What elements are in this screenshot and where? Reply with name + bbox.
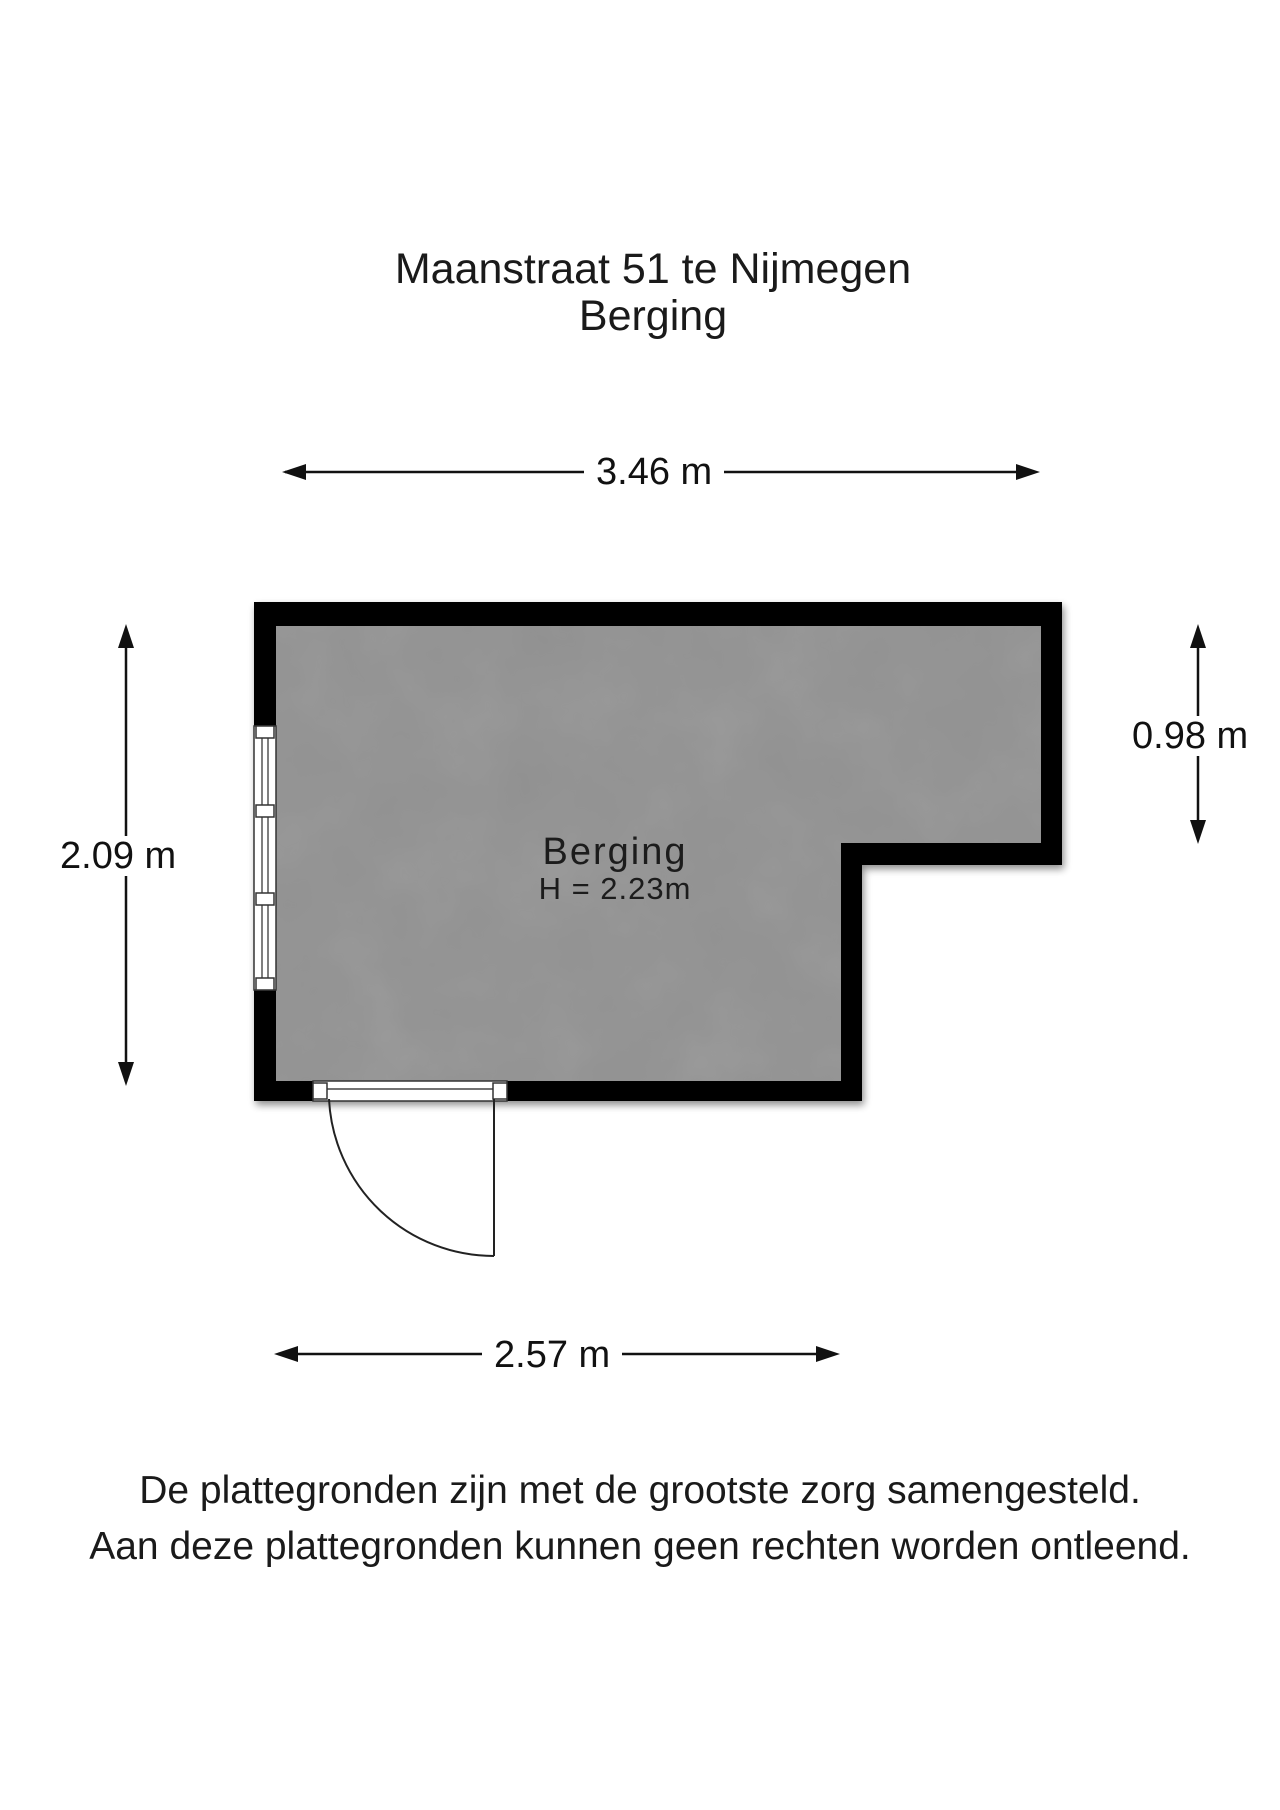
dimension-right-label: 0.98 m [1132,715,1249,757]
room-label [515,832,715,906]
room-name: Berging [542,831,688,873]
floor-title: Berging [578,292,728,340]
dimension-bottom-label: 2.57 m [482,1335,622,1375]
dimension-left-label: 2.09 m [60,835,177,877]
door-swing-arc [329,1099,494,1256]
window-left-wall [254,726,276,990]
address-title: Maanstraat 51 te Nijmegen [394,245,912,293]
dimension-top-label: 3.46 m [584,452,724,492]
disclaimer [0,1463,1280,1575]
door-bottom-wall [313,1081,507,1256]
disclaimer-line-2: Aan deze plattegronden kunnen geen rechten worden ontleend. [89,1525,1191,1568]
disclaimer-line-1: De plattegronden zijn met de grootste zorg samengesteld. [139,1469,1141,1512]
room-height: H = 2.23m [538,871,692,906]
